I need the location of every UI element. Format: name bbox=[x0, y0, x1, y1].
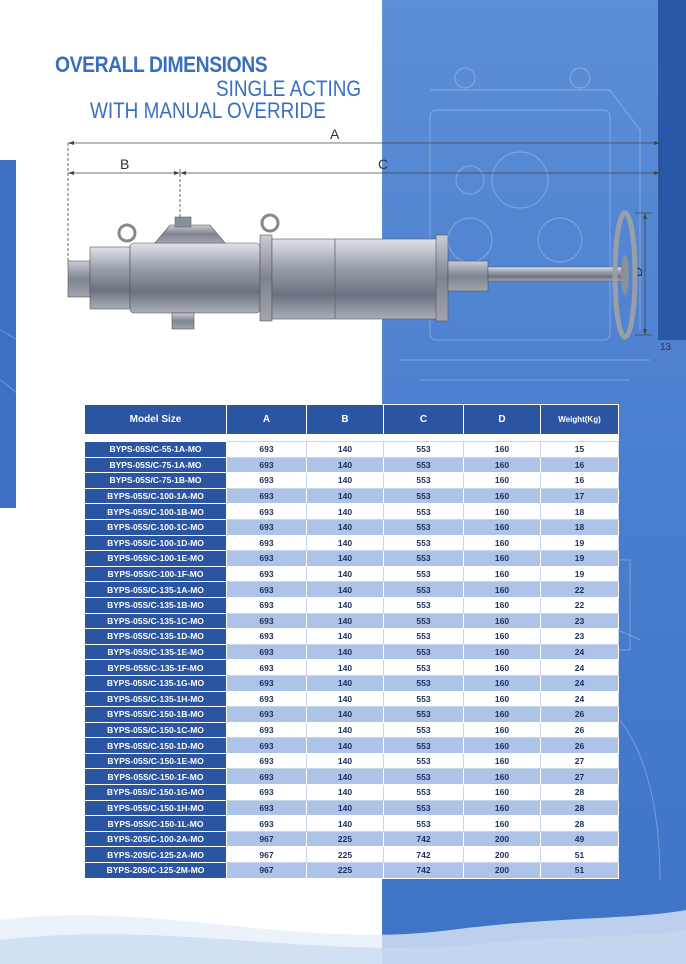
table-header-row bbox=[85, 405, 619, 435]
table-row bbox=[85, 629, 619, 645]
cell-weight: 19 bbox=[541, 566, 619, 582]
table-row bbox=[85, 660, 619, 676]
table-row bbox=[85, 519, 619, 535]
cell-a: 693 bbox=[227, 442, 307, 458]
table-row bbox=[85, 582, 619, 598]
cell-a: 967 bbox=[227, 863, 307, 879]
cell-weight: 28 bbox=[541, 816, 619, 832]
cell-model: BYPS-05S/C-150-1E-MO bbox=[85, 753, 227, 769]
cell-weight: 19 bbox=[541, 535, 619, 551]
cell-b: 140 bbox=[307, 769, 384, 785]
cell-a: 693 bbox=[227, 660, 307, 676]
cell-model: BYPS-20S/C-125-2A-MO bbox=[85, 847, 227, 863]
cell-weight: 23 bbox=[541, 613, 619, 629]
table-row bbox=[85, 691, 619, 707]
header-model-size: Model Size bbox=[85, 405, 227, 435]
actuator-body bbox=[68, 213, 635, 337]
cell-c: 553 bbox=[384, 660, 464, 676]
table-row bbox=[85, 566, 619, 582]
cell-a: 693 bbox=[227, 785, 307, 801]
dimensions-table bbox=[84, 404, 619, 879]
cell-d: 160 bbox=[464, 707, 541, 723]
dimension-label-a: A bbox=[330, 126, 340, 142]
cell-c: 553 bbox=[384, 473, 464, 489]
cell-d: 160 bbox=[464, 644, 541, 660]
header-a: A bbox=[227, 405, 307, 435]
table-row bbox=[85, 457, 619, 473]
cell-weight: 24 bbox=[541, 644, 619, 660]
cell-a: 693 bbox=[227, 675, 307, 691]
cell-weight: 18 bbox=[541, 504, 619, 520]
cell-weight: 22 bbox=[541, 597, 619, 613]
table-row bbox=[85, 675, 619, 691]
cell-a: 967 bbox=[227, 831, 307, 847]
cell-a: 693 bbox=[227, 504, 307, 520]
cell-model: BYPS-05S/C-75-1A-MO bbox=[85, 457, 227, 473]
cell-a: 693 bbox=[227, 519, 307, 535]
table-row bbox=[85, 597, 619, 613]
table-row bbox=[85, 442, 619, 458]
table-row bbox=[85, 785, 619, 801]
cell-weight: 15 bbox=[541, 442, 619, 458]
spacer-cell bbox=[85, 435, 619, 442]
bottom-wave-decoration bbox=[0, 880, 686, 964]
cell-d: 160 bbox=[464, 457, 541, 473]
cell-weight: 23 bbox=[541, 629, 619, 645]
cell-b: 140 bbox=[307, 551, 384, 567]
cell-b: 225 bbox=[307, 831, 384, 847]
header-c: C bbox=[384, 405, 464, 435]
cell-weight: 51 bbox=[541, 863, 619, 879]
cell-d: 200 bbox=[464, 847, 541, 863]
table-row bbox=[85, 613, 619, 629]
cell-a: 693 bbox=[227, 488, 307, 504]
cell-d: 160 bbox=[464, 442, 541, 458]
cell-d: 160 bbox=[464, 629, 541, 645]
cell-a: 693 bbox=[227, 629, 307, 645]
cell-weight: 16 bbox=[541, 473, 619, 489]
cell-c: 553 bbox=[384, 691, 464, 707]
cell-c: 553 bbox=[384, 582, 464, 598]
cell-b: 140 bbox=[307, 691, 384, 707]
cell-c: 553 bbox=[384, 566, 464, 582]
cell-model: BYPS-05S/C-100-1D-MO bbox=[85, 535, 227, 551]
cell-d: 160 bbox=[464, 816, 541, 832]
cell-model: BYPS-05S/C-150-1L-MO bbox=[85, 816, 227, 832]
cell-a: 693 bbox=[227, 644, 307, 660]
cell-c: 553 bbox=[384, 457, 464, 473]
cell-d: 160 bbox=[464, 738, 541, 754]
table-row bbox=[85, 473, 619, 489]
cell-c: 553 bbox=[384, 738, 464, 754]
table-row bbox=[85, 722, 619, 738]
table-row bbox=[85, 831, 619, 847]
cell-c: 553 bbox=[384, 597, 464, 613]
cell-c: 553 bbox=[384, 442, 464, 458]
cell-model: BYPS-05S/C-150-1B-MO bbox=[85, 707, 227, 723]
cell-c: 553 bbox=[384, 535, 464, 551]
cell-model: BYPS-05S/C-135-1C-MO bbox=[85, 613, 227, 629]
cell-model: BYPS-05S/C-135-1E-MO bbox=[85, 644, 227, 660]
cell-c: 553 bbox=[384, 785, 464, 801]
table-row bbox=[85, 800, 619, 816]
cell-b: 140 bbox=[307, 816, 384, 832]
dimension-label-c: C bbox=[378, 156, 389, 172]
cell-model: BYPS-20S/C-125-2M-MO bbox=[85, 863, 227, 879]
cell-c: 553 bbox=[384, 816, 464, 832]
cell-d: 160 bbox=[464, 473, 541, 489]
dimension-label-b: B bbox=[120, 156, 130, 172]
cell-b: 225 bbox=[307, 863, 384, 879]
cell-c: 553 bbox=[384, 769, 464, 785]
cell-c: 553 bbox=[384, 675, 464, 691]
cell-weight: 28 bbox=[541, 785, 619, 801]
cell-a: 693 bbox=[227, 613, 307, 629]
cell-d: 160 bbox=[464, 769, 541, 785]
cell-model: BYPS-05S/C-135-1F-MO bbox=[85, 660, 227, 676]
cell-d: 160 bbox=[464, 785, 541, 801]
cell-weight: 27 bbox=[541, 753, 619, 769]
table-row bbox=[85, 551, 619, 567]
cell-b: 140 bbox=[307, 535, 384, 551]
cell-weight: 22 bbox=[541, 582, 619, 598]
cell-d: 160 bbox=[464, 691, 541, 707]
cell-a: 693 bbox=[227, 535, 307, 551]
cell-weight: 19 bbox=[541, 551, 619, 567]
title-manual-override: WITH MANUAL OVERRIDE bbox=[90, 98, 326, 123]
cell-d: 160 bbox=[464, 582, 541, 598]
cell-b: 140 bbox=[307, 473, 384, 489]
cell-model: BYPS-05S/C-55-1A-MO bbox=[85, 442, 227, 458]
cell-model: BYPS-05S/C-135-1H-MO bbox=[85, 691, 227, 707]
cell-a: 693 bbox=[227, 707, 307, 723]
cell-c: 742 bbox=[384, 847, 464, 863]
cell-a: 693 bbox=[227, 753, 307, 769]
cell-weight: 26 bbox=[541, 738, 619, 754]
cell-a: 693 bbox=[227, 582, 307, 598]
cell-d: 160 bbox=[464, 504, 541, 520]
table-row bbox=[85, 816, 619, 832]
cell-weight: 16 bbox=[541, 457, 619, 473]
cell-model: BYPS-05S/C-100-1B-MO bbox=[85, 504, 227, 520]
cell-weight: 17 bbox=[541, 488, 619, 504]
cell-model: BYPS-05S/C-135-1A-MO bbox=[85, 582, 227, 598]
cell-a: 693 bbox=[227, 800, 307, 816]
cell-b: 140 bbox=[307, 488, 384, 504]
cell-model: BYPS-05S/C-150-1G-MO bbox=[85, 785, 227, 801]
cell-model: BYPS-05S/C-150-1C-MO bbox=[85, 722, 227, 738]
cell-c: 553 bbox=[384, 504, 464, 520]
cell-d: 160 bbox=[464, 551, 541, 567]
cell-b: 140 bbox=[307, 629, 384, 645]
table-row bbox=[85, 753, 619, 769]
cell-b: 140 bbox=[307, 457, 384, 473]
table-row bbox=[85, 535, 619, 551]
cell-c: 553 bbox=[384, 707, 464, 723]
header-weight: Weight(Kg) bbox=[541, 405, 619, 435]
cell-model: BYPS-05S/C-100-1F-MO bbox=[85, 566, 227, 582]
cell-b: 140 bbox=[307, 613, 384, 629]
table-body bbox=[85, 435, 619, 879]
cell-b: 140 bbox=[307, 738, 384, 754]
header-b: B bbox=[307, 405, 384, 435]
cell-weight: 24 bbox=[541, 660, 619, 676]
cell-weight: 28 bbox=[541, 800, 619, 816]
cell-d: 160 bbox=[464, 566, 541, 582]
cell-d: 200 bbox=[464, 863, 541, 879]
cell-c: 553 bbox=[384, 753, 464, 769]
cell-b: 140 bbox=[307, 644, 384, 660]
cell-a: 693 bbox=[227, 551, 307, 567]
cell-b: 140 bbox=[307, 707, 384, 723]
table-row bbox=[85, 707, 619, 723]
cell-model: BYPS-05S/C-150-1F-MO bbox=[85, 769, 227, 785]
cell-weight: 27 bbox=[541, 769, 619, 785]
cell-b: 140 bbox=[307, 442, 384, 458]
cell-a: 693 bbox=[227, 566, 307, 582]
cell-b: 140 bbox=[307, 582, 384, 598]
cell-weight: 18 bbox=[541, 519, 619, 535]
cell-a: 693 bbox=[227, 816, 307, 832]
cell-a: 693 bbox=[227, 597, 307, 613]
cell-d: 160 bbox=[464, 613, 541, 629]
cell-a: 967 bbox=[227, 847, 307, 863]
cell-d: 200 bbox=[464, 831, 541, 847]
cell-b: 140 bbox=[307, 660, 384, 676]
cell-model: BYPS-20S/C-100-2A-MO bbox=[85, 831, 227, 847]
cell-a: 693 bbox=[227, 722, 307, 738]
table-spacer-row bbox=[85, 435, 619, 442]
cell-weight: 49 bbox=[541, 831, 619, 847]
actuator-drawing bbox=[60, 125, 680, 355]
cell-c: 742 bbox=[384, 831, 464, 847]
cell-c: 553 bbox=[384, 722, 464, 738]
cell-a: 693 bbox=[227, 738, 307, 754]
cell-c: 553 bbox=[384, 613, 464, 629]
cell-model: BYPS-05S/C-100-1A-MO bbox=[85, 488, 227, 504]
cell-d: 160 bbox=[464, 675, 541, 691]
cell-c: 553 bbox=[384, 488, 464, 504]
cell-weight: 24 bbox=[541, 675, 619, 691]
cell-model: BYPS-05S/C-100-1E-MO bbox=[85, 551, 227, 567]
cell-a: 693 bbox=[227, 691, 307, 707]
table-row bbox=[85, 644, 619, 660]
title-overall-dimensions: OVERALL DIMENSIONS bbox=[55, 52, 268, 77]
cell-b: 140 bbox=[307, 722, 384, 738]
cell-c: 742 bbox=[384, 863, 464, 879]
table-row bbox=[85, 488, 619, 504]
cell-model: BYPS-05S/C-150-1D-MO bbox=[85, 738, 227, 754]
cell-c: 553 bbox=[384, 629, 464, 645]
table-row bbox=[85, 847, 619, 863]
cell-b: 140 bbox=[307, 504, 384, 520]
cell-a: 693 bbox=[227, 473, 307, 489]
cell-model: BYPS-05S/C-135-1B-MO bbox=[85, 597, 227, 613]
cell-weight: 26 bbox=[541, 722, 619, 738]
table-row bbox=[85, 769, 619, 785]
cell-d: 160 bbox=[464, 535, 541, 551]
cell-c: 553 bbox=[384, 551, 464, 567]
table-row bbox=[85, 863, 619, 879]
cell-c: 553 bbox=[384, 519, 464, 535]
cell-weight: 26 bbox=[541, 707, 619, 723]
cell-weight: 51 bbox=[541, 847, 619, 863]
cell-model: BYPS-05S/C-135-1G-MO bbox=[85, 675, 227, 691]
cell-b: 140 bbox=[307, 785, 384, 801]
cell-d: 160 bbox=[464, 597, 541, 613]
cell-b: 140 bbox=[307, 519, 384, 535]
cell-a: 693 bbox=[227, 457, 307, 473]
table-row bbox=[85, 738, 619, 754]
cell-d: 160 bbox=[464, 753, 541, 769]
cell-b: 140 bbox=[307, 753, 384, 769]
cell-d: 160 bbox=[464, 519, 541, 535]
cell-model: BYPS-05S/C-75-1B-MO bbox=[85, 473, 227, 489]
cell-d: 160 bbox=[464, 488, 541, 504]
cell-weight: 24 bbox=[541, 691, 619, 707]
title-single-acting: SINGLE ACTING bbox=[216, 76, 362, 101]
cell-d: 160 bbox=[464, 660, 541, 676]
page-number: 13 bbox=[660, 342, 672, 353]
cell-model: BYPS-05S/C-150-1H-MO bbox=[85, 800, 227, 816]
table-row bbox=[85, 504, 619, 520]
cell-c: 553 bbox=[384, 644, 464, 660]
cell-b: 140 bbox=[307, 800, 384, 816]
cell-d: 160 bbox=[464, 800, 541, 816]
cell-b: 225 bbox=[307, 847, 384, 863]
cell-b: 140 bbox=[307, 597, 384, 613]
cell-b: 140 bbox=[307, 675, 384, 691]
cell-b: 140 bbox=[307, 566, 384, 582]
cell-d: 160 bbox=[464, 722, 541, 738]
cell-model: BYPS-05S/C-100-1C-MO bbox=[85, 519, 227, 535]
header-d: D bbox=[464, 405, 541, 435]
cell-a: 693 bbox=[227, 769, 307, 785]
cell-model: BYPS-05S/C-135-1D-MO bbox=[85, 629, 227, 645]
dimension-label-d: D bbox=[629, 266, 645, 277]
cell-c: 553 bbox=[384, 800, 464, 816]
